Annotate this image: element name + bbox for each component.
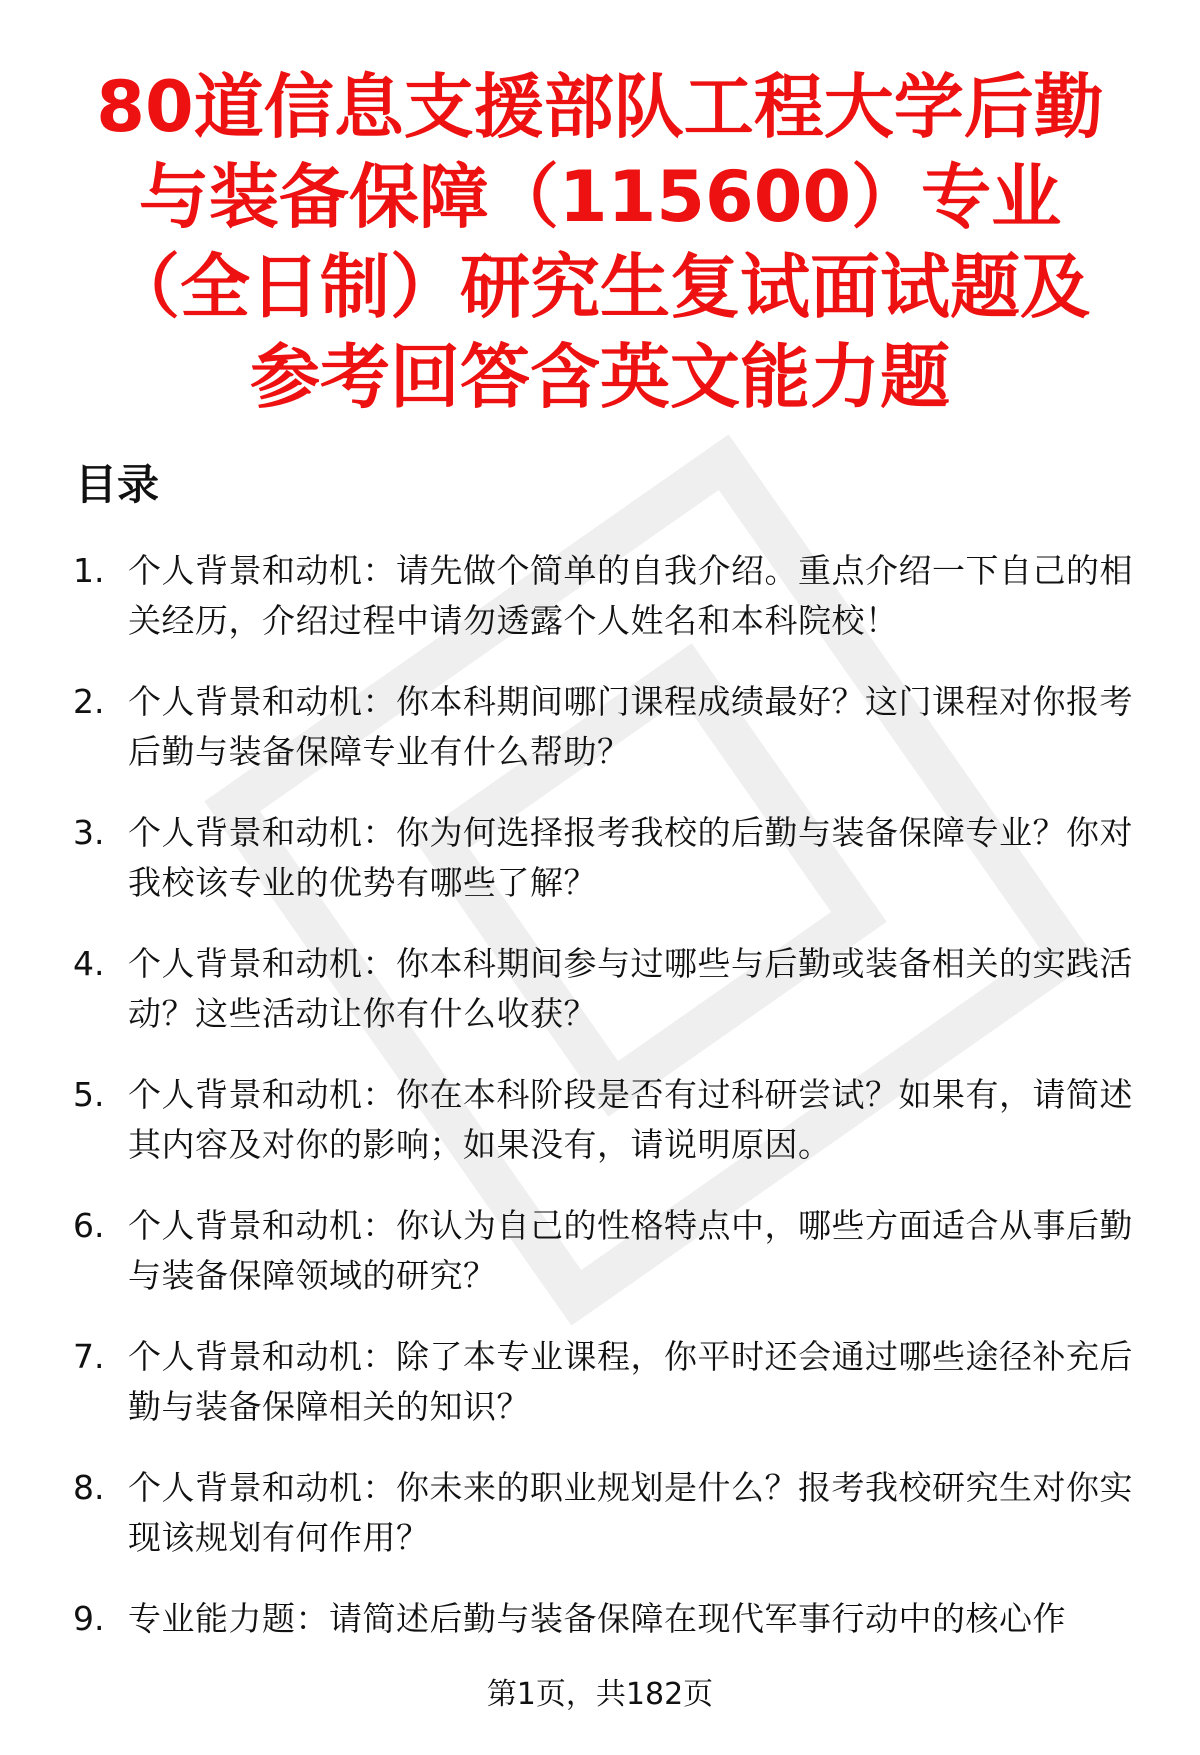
toc-heading: 目录: [75, 460, 160, 509]
toc-item-text[interactable]: 个人背景和动机：你未来的职业规划是什么？报考我校研究生对你实现该规划有何作用？: [128, 1468, 1133, 1557]
toc-item-text[interactable]: 个人背景和动机：你为何选择报考我校的后勤与装备保障专业？你对我校该专业的优势有哪些了解？: [128, 813, 1133, 902]
toc-item-text[interactable]: 专业能力题：请简述后勤与装备保障在现代军事行动中的核心作: [128, 1599, 1066, 1638]
toc-item-text[interactable]: 个人背景和动机：你本科期间参与过哪些与后勤或装备相关的实践活动？这些活动让你有什么收获？: [128, 944, 1133, 1033]
toc-item-text[interactable]: 个人背景和动机：请先做个简单的自我介绍。重点介绍一下自己的相关经历，介绍过程中请勿透露个人姓名和本科院校！: [128, 551, 1133, 640]
toc-item-number: 2.: [73, 682, 105, 721]
document-title: 80道信息支援部队工程大学后勤与装备保障（115600）专业（全日制）研究生复试面试题及参考回答含英文能力题: [96, 66, 1104, 418]
page-footer: 第1页，共182页: [486, 1677, 714, 1712]
toc-item-number: 3.: [73, 813, 105, 852]
toc-list: [0, 546, 1200, 1654]
toc-item-number: 4.: [73, 944, 105, 983]
toc-item[interactable]: [0, 1070, 1200, 1201]
toc-item[interactable]: [0, 1201, 1200, 1332]
toc-item-text[interactable]: 个人背景和动机：你在本科阶段是否有过科研尝试？如果有，请简述其内容及对你的影响；如果没有，请说明原因。: [128, 1075, 1133, 1164]
toc-item[interactable]: [0, 677, 1200, 808]
toc-item-text[interactable]: 个人背景和动机：你本科期间哪门课程成绩最好？这门课程对你报考后勤与装备保障专业有什么帮助？: [128, 682, 1133, 771]
toc-item-number: 5.: [73, 1075, 105, 1114]
toc-item[interactable]: [0, 1332, 1200, 1463]
toc-item-text[interactable]: 个人背景和动机：你认为自己的性格特点中，哪些方面适合从事后勤与装备保障领域的研究？: [128, 1206, 1133, 1295]
toc-item-number: 7.: [73, 1337, 105, 1376]
toc-item[interactable]: [0, 546, 1200, 677]
toc-item-number: 6.: [73, 1206, 105, 1245]
toc-item-text[interactable]: 个人背景和动机：除了本专业课程，你平时还会通过哪些途径补充后勤与装备保障相关的知识？: [128, 1337, 1133, 1426]
toc-item[interactable]: [0, 808, 1200, 939]
toc-item-number: 9.: [73, 1599, 105, 1638]
toc-item[interactable]: [0, 1463, 1200, 1594]
toc-item-number: 1.: [73, 551, 105, 590]
toc-item[interactable]: [0, 1594, 1200, 1654]
toc-item-number: 8.: [73, 1468, 105, 1507]
toc-item[interactable]: [0, 939, 1200, 1070]
